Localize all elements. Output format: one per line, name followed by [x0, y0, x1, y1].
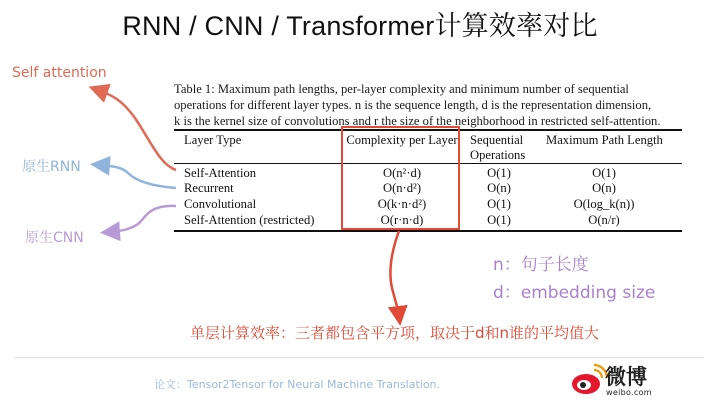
row-sequential: O(1) — [487, 213, 511, 227]
conclusion-text: 单层计算效率：三者都包含平方项，取决于d和n谁的平均值大 — [190, 324, 600, 342]
self-attention-arrow — [98, 90, 176, 170]
rnn-label: 原生RNN — [22, 159, 81, 175]
cnn-label: 原生CNN — [25, 230, 84, 246]
legend-d: d：embedding size — [493, 283, 656, 303]
header-operations: Operations — [470, 148, 526, 162]
footer-divider — [14, 357, 704, 358]
self-attention-label: Self attention — [12, 65, 107, 81]
logo-text: 微博 — [605, 365, 647, 389]
source-citation: 论文：Tensor2Tensor for Neural Machine Translation. — [154, 378, 441, 391]
row-path: O(n) — [592, 181, 616, 195]
caption-line-3: k is the kernel size of convolutions and r the size of the neighborhood in restricted self-attention. — [174, 114, 661, 128]
header-max-path: Maximum Path Length — [546, 133, 663, 147]
row-path: O(log_k(n)) — [573, 197, 635, 211]
row-layer-type: Self-Attention — [184, 166, 257, 180]
header-layer-type: Layer Type — [184, 133, 242, 147]
header-sequential: Sequential — [470, 133, 524, 147]
legend-n: n：句子长度 — [493, 255, 589, 275]
header-complexity: Complexity per Layer — [346, 133, 458, 147]
down-arrow — [390, 231, 399, 316]
row-path: O(n/r) — [588, 213, 620, 227]
row-complexity: O(n²·d) — [382, 166, 422, 180]
cnn-arrow — [110, 206, 176, 232]
row-sequential: O(1) — [487, 166, 511, 180]
caption-line-1: Table 1: Maximum path lengths, per-layer complexity and minimum number of sequential — [174, 82, 629, 96]
row-complexity: O(n·d²) — [382, 181, 422, 195]
row-complexity: O(k·n·d²) — [377, 197, 427, 211]
row-sequential: O(n) — [487, 181, 511, 195]
row-complexity: O(r·n·d) — [380, 213, 424, 227]
rnn-arrow — [100, 165, 176, 188]
row-layer-type: Self-Attention (restricted) — [184, 213, 315, 227]
row-path: O(1) — [592, 166, 616, 180]
row-layer-type: Convolutional — [184, 197, 257, 211]
slide-title: RNN / CNN / Transformer计算效率对比 — [122, 11, 598, 41]
logo-subtext: weibo.com — [606, 388, 652, 397]
caption-line-2: operations for different layer types. n is the sequence length, d is the representation dimension, — [174, 98, 652, 112]
row-sequential: O(1) — [487, 197, 511, 211]
row-layer-type: Recurrent — [184, 181, 234, 195]
